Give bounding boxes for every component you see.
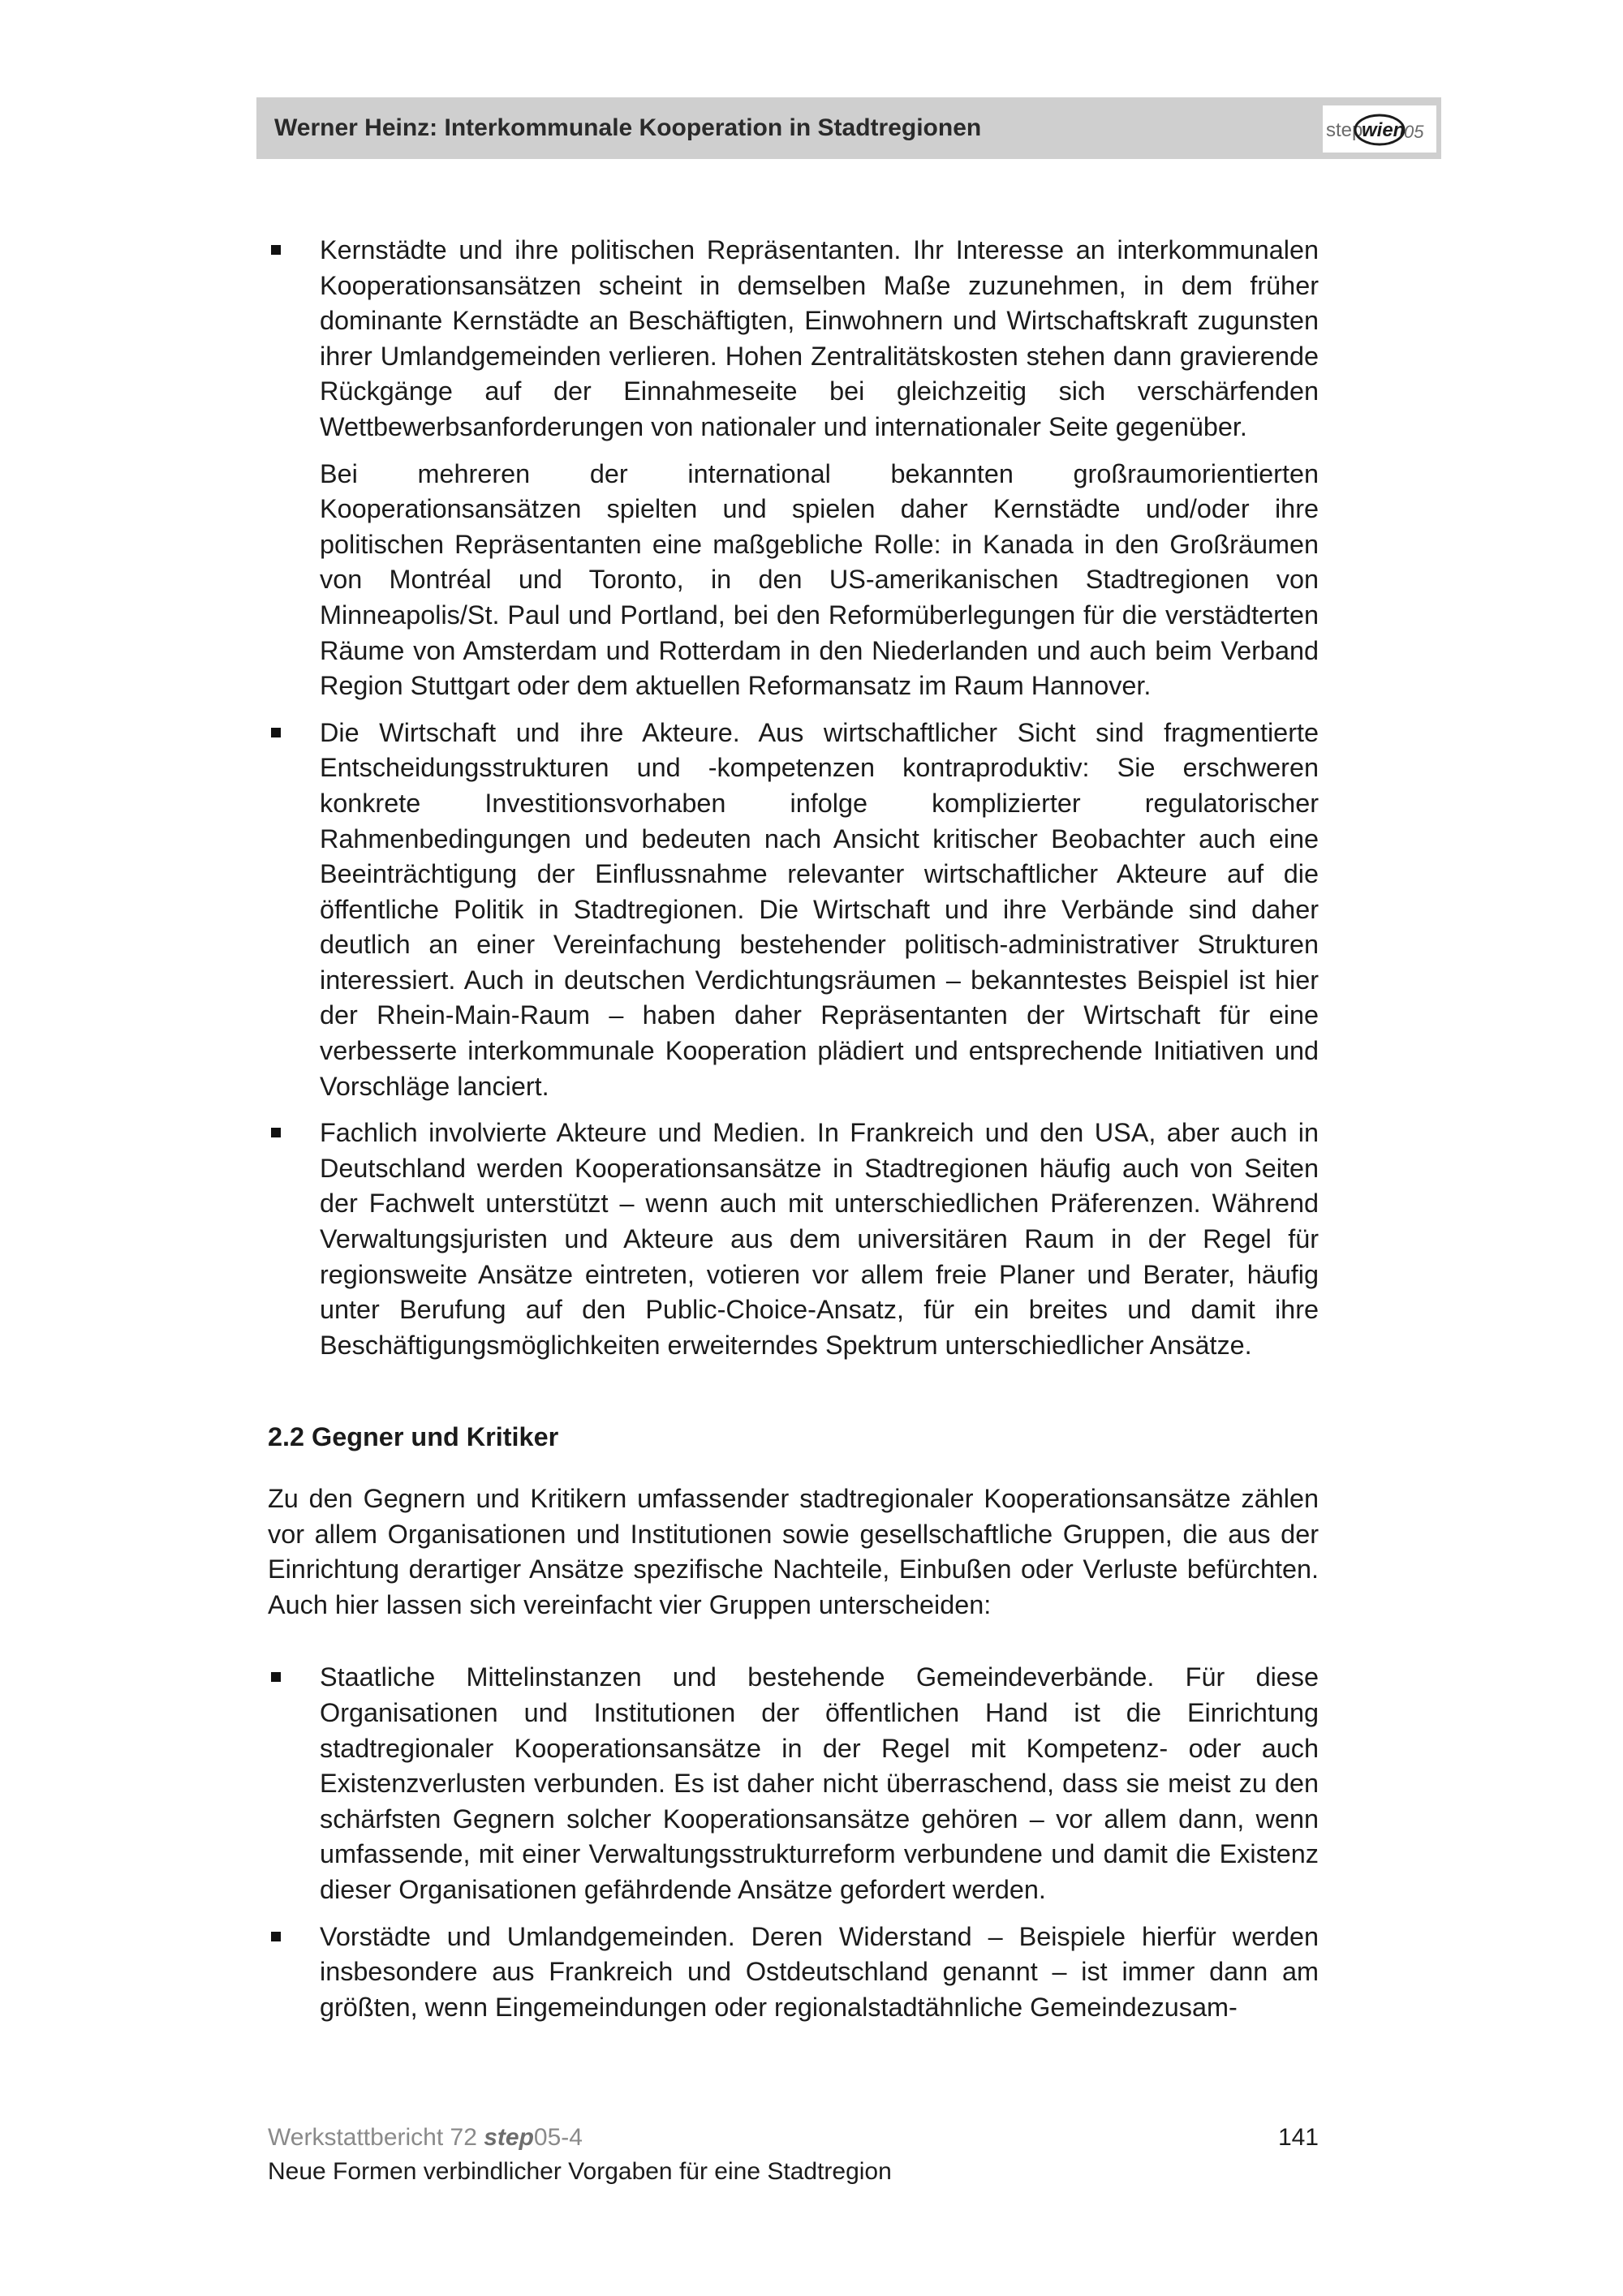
actor-list-opponents (268, 1660, 1319, 2025)
footer-line (268, 2121, 1319, 2155)
list-item (268, 233, 1319, 704)
logo-highlight: wien (1362, 119, 1406, 141)
step-wien-05-logo (1323, 105, 1436, 153)
report-step: step (484, 2124, 534, 2151)
list-item-text: Staatliche Mittelinstanzen und bestehende Gemeindeverbände. Für diese Organisationen und Institutionen der öffentlichen Hand ist die Einrichtung stadtregionaler Kooperationsansätze in der Regel mit Kompetenz- oder auch Existenzverlusten verbunden. Es ist daher nicht überraschend, dass sie meist zu den schärfsten Gegnern solcher Kooperationsansätze gehören – vor allem dann, wenn umfassende, mit einer Verwaltungsstrukturreform verbundene und damit die Existenz dieser Organisationen gefährdende Ansätze gefordert werden. (320, 1662, 1319, 1904)
bullet-square-icon (271, 1932, 281, 1941)
list-item-text: Die Wirtschaft und ihre Akteure. Aus wirtschaftlicher Sicht sind fragmentierte Entscheidungsstrukturen und -kompetenzen kontraproduktiv: Sie erschweren konkrete Investitionsvorhaben infolge komplizierter regulatorischer Rahmenbedingungen und bedeuten nach Ansicht kritischer Beobachter auch eine Beeinträchtigung der Einflussnahme relevanter wirtschaftlicher Akteure auf die öffentliche Politik in Stadtregionen. Die Wirtschaft und ihre Verbände sind daher deutlich an einer Vereinfachung bestehender politisch-administrativer Strukturen interessiert. Auch in deutschen Verdichtungsräumen – bekanntestes Beispiel ist hier der Rhein-Main-Raum – haben daher Repräsentanten der Wirtschaft für eine verbesserte interkommunale Kooperation plädiert und entsprechende Initiativen und Vorschläge lanciert. (320, 717, 1319, 1101)
list-item-continuation: Bei mehreren der international bekannten großraumorientierten Kooperationsansätzen spielten und spielen daher Kernstädte und/oder ihre politischen Repräsentanten eine maßgebliche Rolle: in Kanada in den Großräumen von Montréal und Toronto, in den US-amerikanischen Stadtregionen von Minneapolis/St. Paul und Portland, bei den Reformüberlegungen für die verstädterten Räume von Amsterdam und Rotterdam in den Niederlanden und auch beim Verband Region Stuttgart oder dem aktuellen Reformansatz im Raum Hannover. (320, 458, 1319, 701)
list-item (268, 1920, 1319, 2026)
list-item-text: Kernstädte und ihre politischen Repräsentanten. Ihr Interesse an interkommunalen Kooperationsansätzen scheint in demselben Maße zuzunehmen, in dem früher dominante Kernstädte an Beschäftigten, Einwohnern und Wirtschaftskraft zugunsten ihrer Umlandgemeinden verlieren. Hohen Zentralitätskosten stehen dann gravierende Rückgänge auf der Einnahmeseite bei gleichzeitig sich verschärfenden Wettbewerbsanforderungen von nationaler und internationaler Seite gegenüber. (320, 235, 1319, 441)
logo-prefix: step (1326, 119, 1363, 141)
list-item-text: Vorstädte und Umlandgemeinden. Deren Widerstand – Beispiele hierfür werden insbesondere aus Frankreich und Ostdeutschland genannt – ist immer dann am größten, wenn Eingemeindungen oder regionalstadtähnliche Gemeindezusam- (320, 1921, 1319, 2022)
section-heading: 2.2 Gegner und Kritiker (268, 1422, 559, 1452)
report-label (268, 2121, 583, 2155)
list-item-text: Fachlich involvierte Akteure und Medien. In Frankreich und den USA, aber auch in Deutschland werden Kooperationsansätze in Stadtregionen häufig auch von Seiten der Fachwelt unterstützt – wenn auch mit unterschiedlichen Präferenzen. Während Verwaltungsjuristen und Akteure aus dem universitären Raum in der Regel für regionsweite Ansätze eintreten, votieren vor allem freie Planer und Berater, häufig unter Berufung auf den Public-Choice-Ansatz, für ein breites und damit ihre Beschäftigungsmöglichkeiten erweiterndes Spektrum unterschiedlicher Ansätze. (320, 1118, 1319, 1360)
page-body (268, 233, 1319, 2036)
page-footer (268, 2121, 1319, 2189)
bullet-square-icon (271, 728, 281, 737)
report-prefix: Werkstattbericht 72 (268, 2124, 484, 2151)
bullet-square-icon (271, 245, 281, 255)
list-item (268, 716, 1319, 1105)
bullet-square-icon (271, 1128, 281, 1137)
logo-suffix: 05 (1404, 122, 1424, 142)
actor-list-supporters (268, 233, 1319, 1363)
page-header (256, 97, 1441, 159)
list-item (268, 1116, 1319, 1363)
logo-graphic (1323, 105, 1436, 153)
footer-subtitle: Neue Formen verbindlicher Vorgaben für eine Stadtregion (268, 2158, 892, 2185)
list-item (268, 1660, 1319, 1907)
page-number: 141 (1277, 2124, 1319, 2151)
report-suffix: 05-4 (533, 2124, 583, 2151)
bullet-square-icon (271, 1672, 281, 1682)
section-intro: Zu den Gegnern und Kritikern umfassender stadtregionaler Kooperationsansätze zählen vor allem Organisationen und Institutionen sowie gesellschaftliche Gruppen, die aus der Einrichtung derartiger Ansätze spezifische Nachteile, Einbußen oder Verluste befürchten. Auch hier lassen sich vereinfacht vier Gruppen unterscheiden: (268, 1484, 1319, 1619)
header-title: Werner Heinz: Interkommunale Kooperation in Stadtregionen (274, 114, 982, 141)
